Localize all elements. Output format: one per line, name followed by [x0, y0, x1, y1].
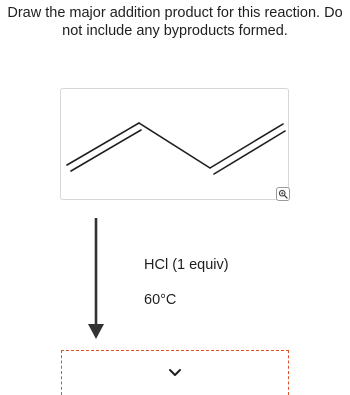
reaction-arrow	[86, 218, 106, 347]
temperature-label: 60°C	[144, 292, 177, 308]
question-prompt	[0, 4, 350, 40]
zoom-in-icon	[278, 189, 288, 199]
diene-skeletal-structure	[61, 89, 290, 201]
bond-c3-c4-double	[214, 131, 285, 174]
bond-c3-c4	[210, 124, 283, 168]
zoom-button[interactable]	[276, 187, 290, 201]
chevron-down-icon[interactable]	[167, 367, 183, 379]
bond-c1-c2	[67, 123, 139, 165]
prompt-line-1: Draw the major addition product for this reaction. Do	[7, 5, 343, 21]
down-arrow-icon	[86, 218, 106, 342]
answer-drop-zone[interactable]	[61, 350, 289, 395]
bond-c1-c2-double	[71, 130, 141, 171]
reactant-structure-panel	[60, 88, 289, 200]
prompt-line-2: not include any byproducts formed.	[62, 23, 288, 39]
bond-c2-c3	[139, 123, 210, 168]
reagent-label: HCl (1 equiv)	[144, 257, 229, 273]
